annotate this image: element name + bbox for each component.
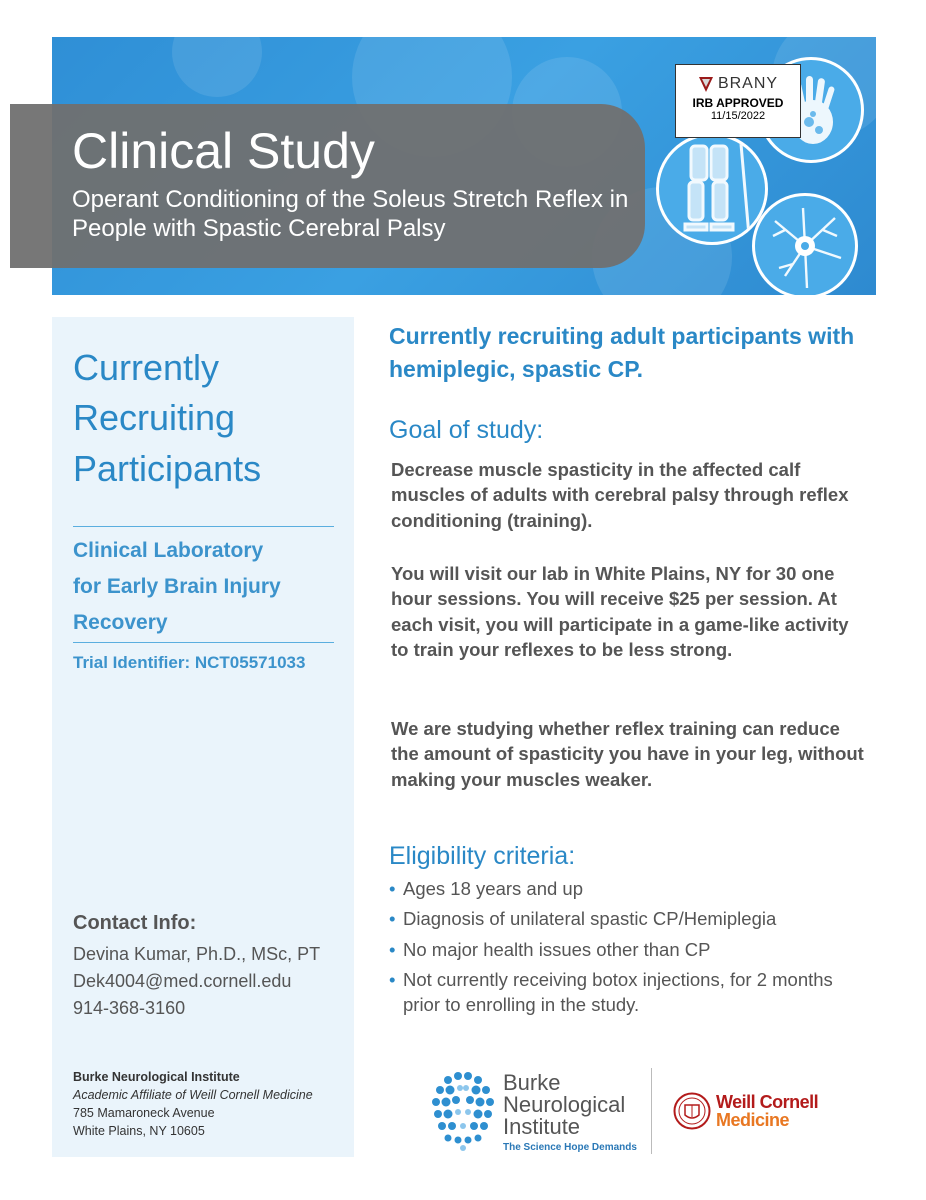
divider — [73, 642, 334, 643]
recruiting-heading-line: Recruiting — [73, 397, 236, 439]
criterion-text: Ages 18 years and up — [403, 878, 583, 899]
institution-street: 785 Mamaroneck Avenue — [73, 1106, 215, 1120]
criterion-text: No major health issues other than CP — [403, 938, 711, 960]
lab-name-line: for Early Brain Injury — [73, 575, 281, 599]
burke-logo-line: Neurological — [503, 1092, 626, 1117]
institution-affiliation: Academic Affiliate of Weill Cornell Medicine — [73, 1088, 313, 1102]
visit-paragraph: You will visit our lab in White Plains, NY for 30 one hour sessions. You will receive $25 per session. At each visit, you will participate in a game-like activity to train your reflexes to be less strong. — [391, 563, 849, 661]
contact-name: Devina Kumar, Ph.D., MSc, PT — [73, 944, 321, 964]
weill-cornell-line: Weill Cornell — [716, 1092, 819, 1112]
irb-approval-badge — [675, 64, 801, 138]
bullet: • — [389, 878, 396, 899]
study-subtitle: Operant Conditioning of the Soleus Stretch Reflex in People with Spastic Cerebral Palsy — [72, 186, 629, 242]
trial-identifier: Trial Identifier: NCT05571033 — [73, 653, 306, 672]
study-paragraph: We are studying whether reflex training can reduce the amount of spasticity you have in your leg, without making your muscles weaker. — [391, 718, 864, 790]
goal-paragraph: Decrease muscle spasticity in the affected calf muscles of adults with cerebral palsy through reflex conditioning (training). — [391, 459, 849, 531]
burke-logo-line: Burke — [503, 1070, 561, 1095]
contact-email[interactable]: Dek4004@med.cornell.edu — [73, 971, 292, 991]
neuron-icon — [752, 193, 858, 295]
exoskeleton-icon — [656, 133, 768, 245]
eligibility-list — [389, 876, 849, 1023]
lab-name-line: Recovery — [73, 611, 168, 635]
logo-divider — [651, 1068, 652, 1154]
list-item — [389, 967, 849, 1018]
lab-name — [73, 533, 338, 641]
criterion-text: Not currently receiving botox injections, for 2 months prior to enrolling in the study. — [403, 969, 833, 1016]
divider — [73, 526, 334, 527]
criterion-text: Diagnosis of unilateral spastic CP/Hemiplegia — [403, 908, 777, 930]
eligibility-heading: Eligibility criteria: — [389, 842, 576, 870]
institution-name: Burke Neurological Institute — [73, 1070, 240, 1084]
irb-date: 11/15/2022 — [710, 110, 766, 122]
list-item — [389, 906, 849, 931]
burke-logo-text — [503, 1072, 625, 1138]
lab-name-line: Clinical Laboratory — [73, 539, 264, 562]
cornell-seal-icon — [673, 1092, 711, 1130]
brany-shield-icon — [698, 75, 714, 93]
decorative-bubble — [172, 37, 262, 97]
goal-heading: Goal of study: — [389, 416, 544, 444]
institution-city: White Plains, NY 10605 — [73, 1124, 205, 1138]
bullet: • — [389, 969, 396, 991]
bullet: • — [389, 908, 396, 930]
burke-tagline: The Science Hope Demands — [503, 1142, 637, 1153]
burke-logo-line: Institute — [503, 1114, 581, 1139]
irb-logo — [676, 75, 800, 93]
weill-cornell-logo-text — [716, 1093, 818, 1129]
recruiting-heading-line: Participants — [73, 447, 262, 489]
brain-logo-icon — [428, 1068, 498, 1154]
contact-title: Contact Info: — [73, 912, 197, 934]
recruiting-headline: Currently recruiting adult participants with hemiplegic, spastic CP. — [389, 323, 855, 383]
recruiting-heading — [73, 343, 343, 494]
medicine-line: Medicine — [716, 1110, 790, 1130]
list-item — [389, 876, 849, 901]
recruiting-heading-line: Currently — [73, 347, 220, 388]
page-title: Clinical Study — [72, 123, 375, 179]
irb-status: IRB APPROVED — [692, 96, 784, 110]
contact-phone[interactable]: 914-368-3160 — [73, 998, 186, 1018]
irb-brand: BRANY — [717, 75, 779, 92]
list-item — [389, 937, 849, 962]
bullet: • — [389, 938, 396, 960]
